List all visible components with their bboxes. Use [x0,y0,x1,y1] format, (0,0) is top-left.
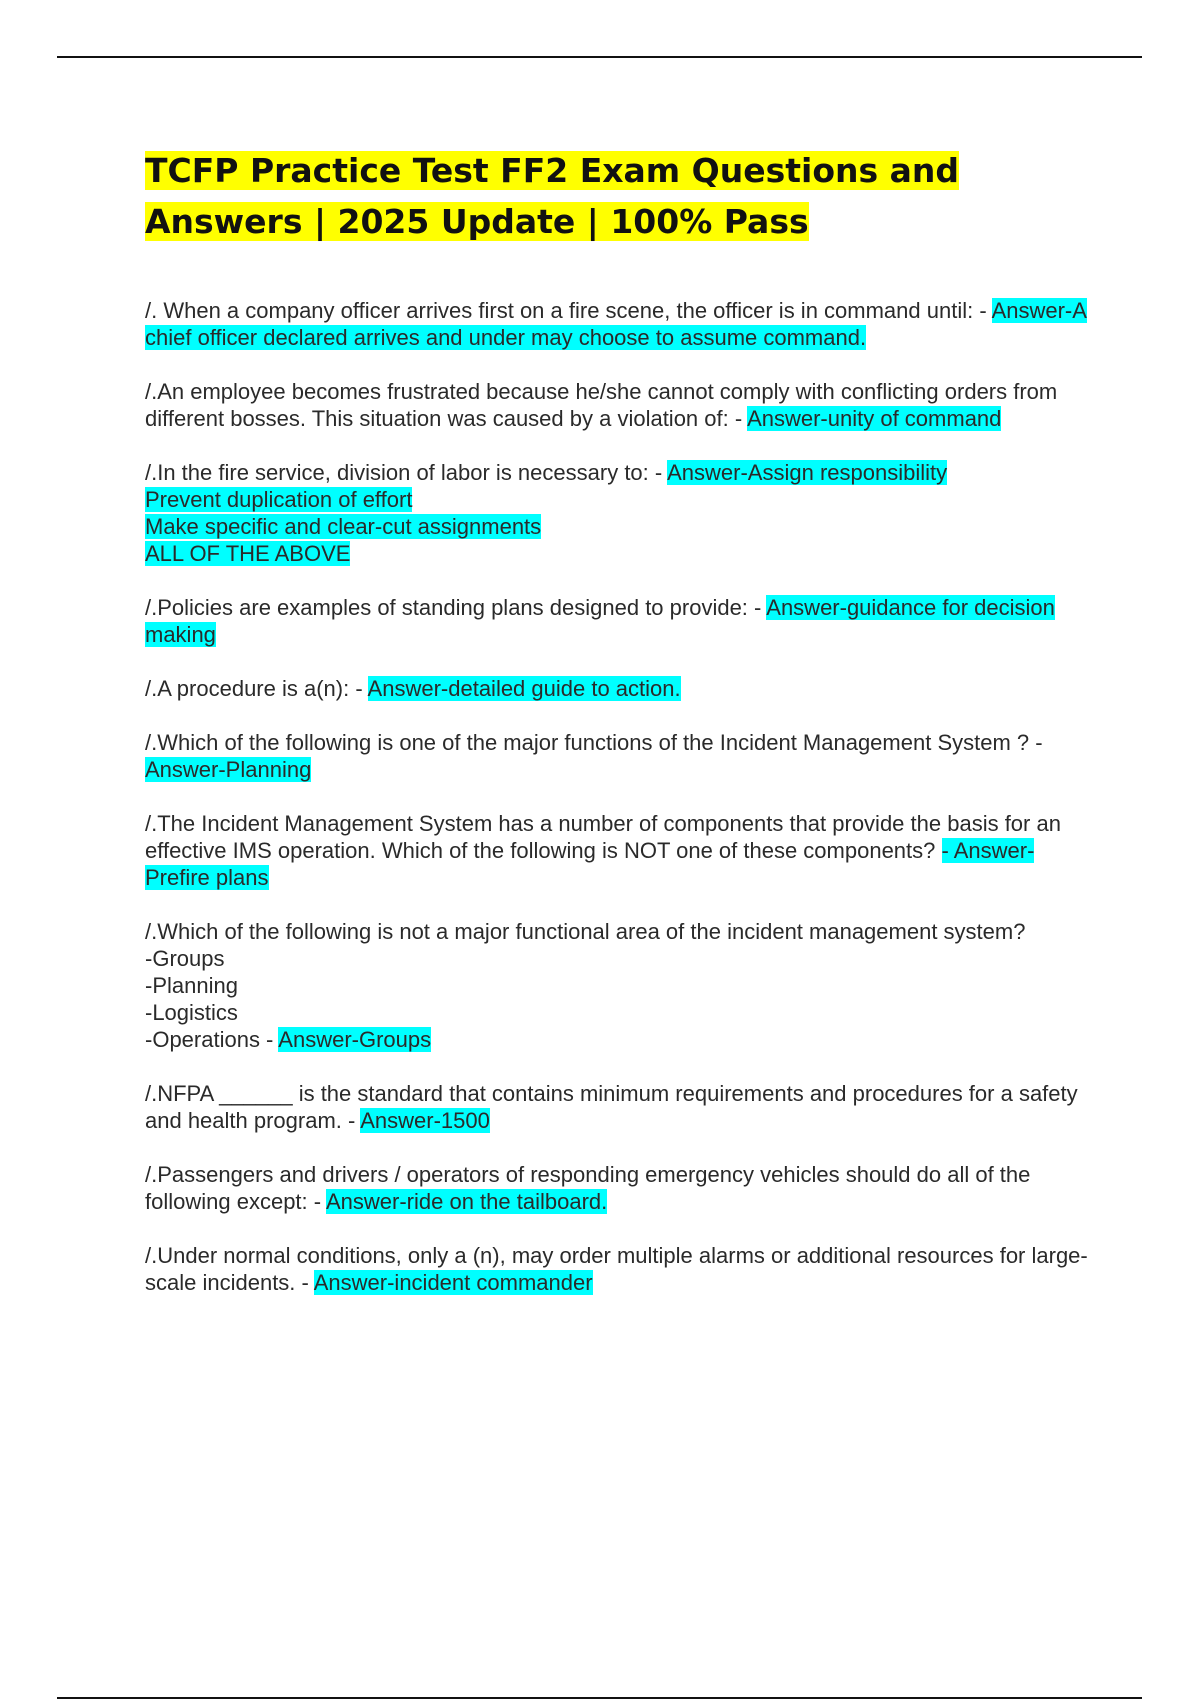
qa-item [145,729,1090,783]
top-rule [57,56,1142,58]
question-text: /.Which of the following is one of the major functions of the Incident Management System ? - [145,730,1043,755]
qa-item [145,378,1090,432]
answer-text: Answer-Groups [278,1027,432,1052]
answer-text: Answer-detailed guide to action. [367,676,681,701]
bottom-rule [57,1697,1142,1699]
question-text: /.An employee becomes frustrated because he/she cannot comply with conflicting orders from different bosses. This situation was caused by a violation of: - [145,379,1058,431]
document-body [145,145,1090,1323]
answer-text: Answer-ride on the tailboard. [325,1189,608,1214]
qa-item [145,594,1090,648]
question-text: /.In the fire service, division of labor is necessary to: - [145,460,668,485]
answer-text: Answer-1500 [360,1108,490,1133]
document-title [145,145,1090,247]
question-text: /.A procedure is a(n): - [145,676,368,701]
question-text: /.The Incident Management System has a number of components that provide the basis for an effective IMS operation. Which of the following is NOT one of these components? [145,811,1061,863]
answer-text: Answer-incident commander [313,1270,593,1295]
answer-text: Answer-unity of command [747,406,1002,431]
qa-item [145,918,1090,1053]
question-text: /. When a company officer arrives first on a fire scene, the officer is in command until: - [145,298,992,323]
question-text: /.Passengers and drivers / operators of responding emergency vehicles should do all of the following except: - [145,1162,1031,1214]
answer-text: Answer-A chief officer declared arrives and under may choose to assume command. [145,298,1087,350]
qa-list [145,297,1090,1296]
answer-text: Answer-guidance for decision making [145,595,1055,647]
document-title-text: TCFP Practice Test FF2 Exam Questions and Answers | 2025 Update | 100% Pass [145,151,960,241]
qa-item [145,1242,1090,1296]
answer-text: - Answer-Prefire plans [145,838,1035,890]
answer-text: Answer-Planning [145,757,312,782]
question-text: /.Policies are examples of standing plans designed to provide: - [145,595,767,620]
question-text: /.Under normal conditions, only a (n), may order multiple alarms or additional resources for large-scale incidents. - [145,1243,1088,1295]
qa-item [145,297,1090,351]
qa-item [145,1161,1090,1215]
qa-item [145,1080,1090,1134]
question-text: /.Which of the following is not a major functional area of the incident management system? -Groups -Planning -Logistics -Operations - [145,919,1026,1052]
qa-item [145,675,1090,702]
answer-text: Answer-Assign responsibility Prevent duplication of effort Make specific and clear-cut assignments ALL OF THE ABOVE [145,460,948,566]
qa-item [145,810,1090,891]
qa-item [145,459,1090,567]
question-text: /.NFPA ______ is the standard that contains minimum requirements and procedures for a safety and health program. - [145,1081,1078,1133]
